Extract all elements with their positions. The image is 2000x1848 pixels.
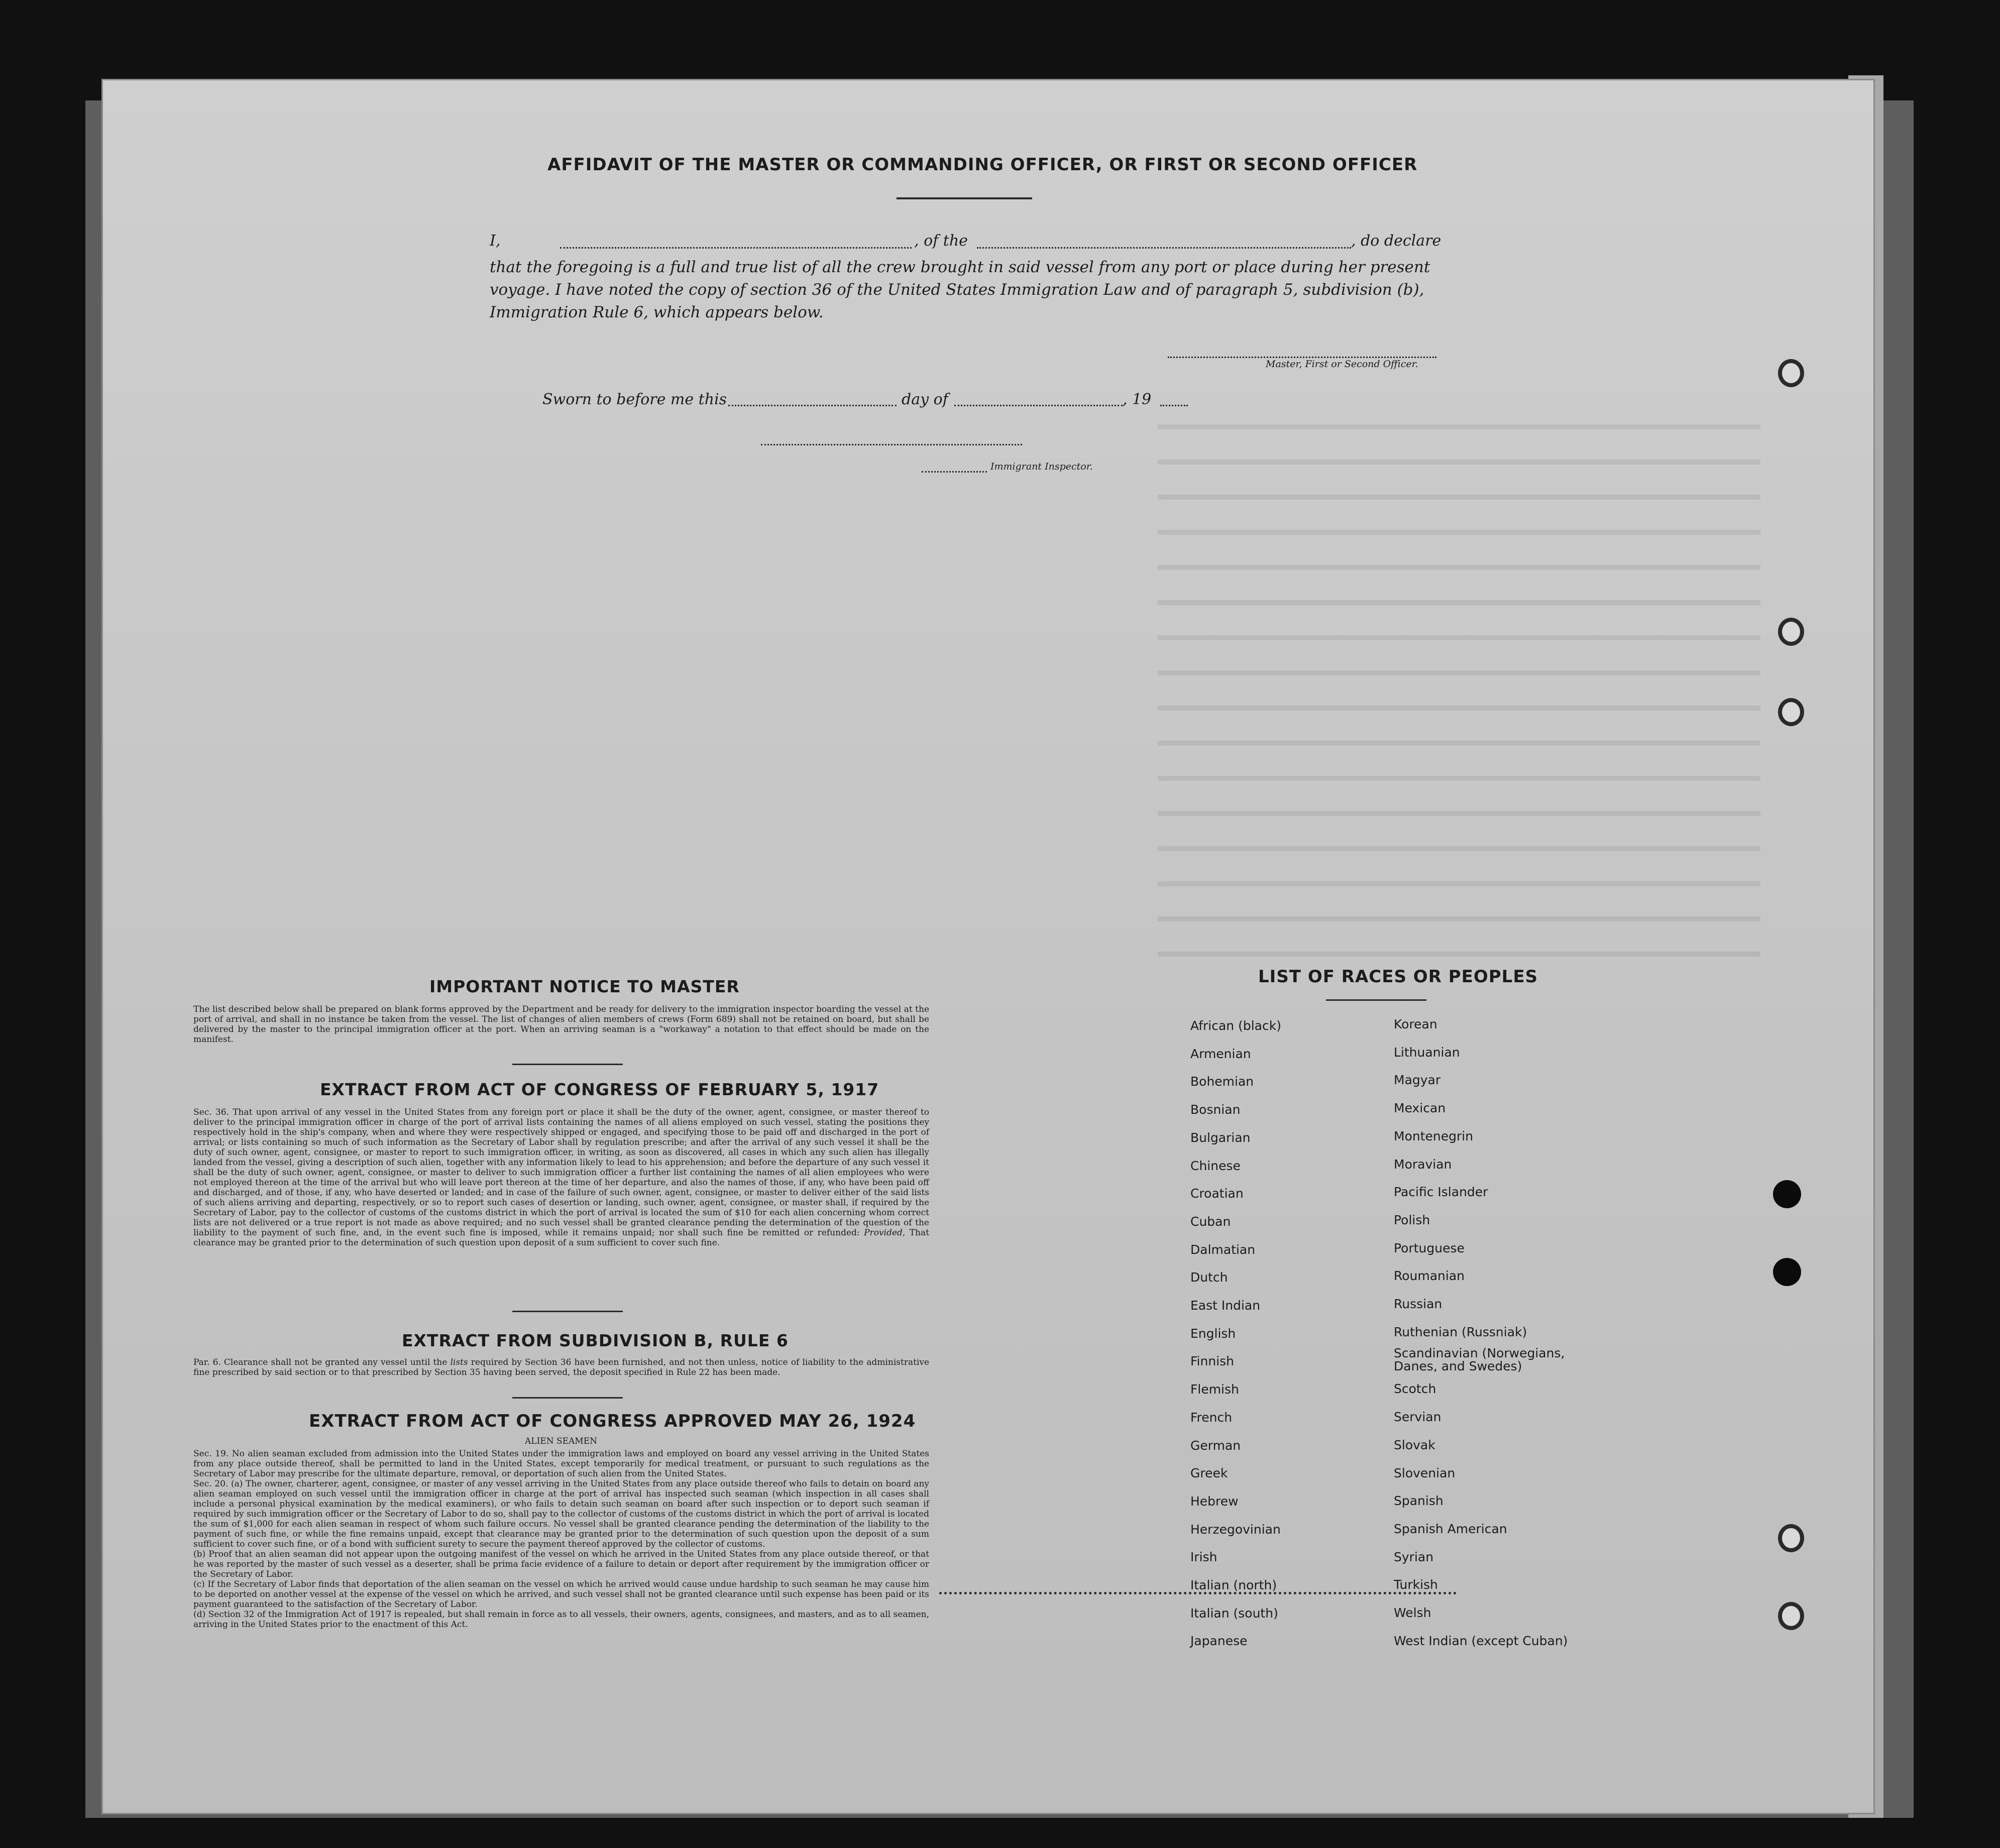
sec-20d-text: (d) Section 32 of the Immigration Act of 1917 is repealed, but shall remain in force as to all vessels, their owners, agents, consignees, and masters, and as to all seamen, arriving in the United States prior to the enactment of this Act. (193, 1609, 929, 1630)
race-item: Portuguese (1394, 1240, 1465, 1255)
extract-rule6-text-main: Par. 6. Clearance shall not be granted any vessel until the (193, 1357, 448, 1367)
race-item: Montenegrin (1394, 1128, 1474, 1143)
extract-1924-body (193, 1449, 929, 1630)
race-item: Scandinavian (Norwegians, Danes, and Swedes) (1394, 1346, 1565, 1374)
race-item: Magyar (1394, 1073, 1441, 1088)
race-item: Lithuanian (1394, 1045, 1460, 1060)
race-item: Hebrew (1190, 1493, 1239, 1509)
race-item: Croatian (1190, 1186, 1244, 1201)
binder-hole-icon (1778, 1524, 1804, 1552)
race-item: Irish (1190, 1550, 1217, 1565)
race-item: Finnish (1190, 1354, 1235, 1369)
day-of-label: day of (902, 391, 948, 408)
race-item: French (1190, 1410, 1233, 1425)
extract-rule6-text-end: required by Section 36 have been furnished, and not then unless, notice of liability to the administrative fine prescribed by said section or to that prescribed by Section 35 having been served, the deposit specified in Rule 22 has been made. (193, 1357, 930, 1377)
sec-20b-text: (b) Proof that an alien seaman did not appear upon the outgoing manifest of the vessel on which he arrived in the United States from any place outside thereof, or that he was reported by the master of such vessel as a deserter, shall be prima facie evidence of a failure to detain or deport after requirement by the immigration officer or the Secretary of Labor. (193, 1549, 929, 1579)
sec-19-text: Sec. 19. No alien seaman excluded from admission into the United States under the immigration laws and employed on board any vessel arriving in the United States from any place outside thereof, shall be permitted to land in the United States, except temporarily for medical treatment, or pursuant to such regulations as the Secretary of Labor may prescribe for the ultimate departure, removal, or deportation of such alien from the United States. (193, 1449, 929, 1479)
race-item: Armenian (1190, 1046, 1251, 1061)
sec-20a-text: Sec. 20. (a) The owner, charterer, agent, consignee, or master of any vessel arriving in the United States from any place outside thereof who fails to detain on board any alien seaman employed on such vessel until the immigration officer in charge at the port of arrival has inspected such seaman (which inspection in all cases shall include a personal physical examination by the medical examiners), or who fails to detain such seaman on board after such inspection or to deport such seaman if required by such immigration officer or the Secretary of Labor to do so, shall pay to the collector of customs of the customs district in which the port of arrival is located the sum of $1,000 for each alien seaman in respect of whom such failure occurs. No vessel shall be granted clearance pending the determination of the liability to the payment of such fine, or while the fine remains unpaid, except that clearance may be granted prior to the determination of such question upon the deposit of a sum sufficient to cover such fine, or of a bond with sufficient surety to secure the payment thereof approved by the collector of customs. (193, 1479, 929, 1549)
affidavit-title: AFFIDAVIT OF THE MASTER OR COMMANDING OFFICER, OR FIRST OR SECOND OFFICER (547, 155, 1418, 175)
races-right-column (1394, 1010, 1575, 1655)
race-item: Servian (1394, 1410, 1441, 1425)
race-item: Greek (1190, 1466, 1228, 1481)
inspector-line-short (922, 471, 987, 473)
race-item: Slovenian (1394, 1465, 1456, 1480)
year-label: , 19 (1123, 391, 1152, 408)
extract-1924-subtitle: ALIEN SEAMEN (525, 1436, 597, 1446)
binder-hole-icon (1778, 1602, 1804, 1630)
race-item: Russian (1394, 1297, 1442, 1312)
extract-1917-text-end: That clearance may be granted prior to the determination of such question upon deposit of a sum sufficient to cover such fine. (193, 1228, 929, 1248)
race-item: Dutch (1190, 1270, 1228, 1285)
extract-rule6-text (193, 1357, 929, 1377)
affidavit-do-declare: , do declare (1351, 232, 1441, 250)
race-item: Turkish (1394, 1577, 1438, 1592)
affidavit-text: that the foregoing is a full and true list of all the crew brought in said vessel from any port or place during her present voyage. I have noted the copy of section 36 of the United States Immigration Law and of paragraph 5, subdivision (b), Immigration Rule 6, which appears below. (490, 258, 1430, 321)
race-item: Slovak (1394, 1437, 1435, 1452)
race-item: English (1190, 1326, 1236, 1341)
notice-title: IMPORTANT NOTICE TO MASTER (429, 977, 740, 996)
notice-rule (512, 1064, 623, 1065)
inspector-signature-line[interactable] (761, 444, 1022, 445)
race-item: Chinese (1190, 1158, 1241, 1173)
sworn-day-field[interactable] (728, 405, 897, 406)
race-item: Italian (south) (1190, 1605, 1278, 1621)
inspector-label: Immigrant Inspector. (990, 461, 1093, 472)
race-item: Polish (1394, 1212, 1430, 1227)
binder-hole-icon (1778, 359, 1804, 387)
affidavit-of-the: , of the (914, 232, 968, 250)
race-item: Pacific Islander (1394, 1185, 1488, 1200)
race-item: Japanese (1190, 1634, 1248, 1649)
extract-rule6-rule (512, 1397, 623, 1399)
punch-dot-icon (1773, 1180, 1801, 1208)
race-item: Syrian (1394, 1549, 1434, 1564)
race-item: West Indian (except Cuban) (1394, 1633, 1568, 1648)
sworn-to-label: Sworn to before me this (542, 391, 727, 408)
race-item: Dalmatian (1190, 1242, 1256, 1257)
race-item: East Indian (1190, 1298, 1261, 1313)
extract-1917-text (193, 1107, 929, 1248)
binder-hole-icon (1778, 618, 1804, 646)
sworn-month-field[interactable] (954, 405, 1123, 406)
master-signature-label: Master, First or Second Officer. (1266, 359, 1418, 370)
bottom-dotted-line (939, 1592, 1457, 1594)
race-item: Ruthenian (Russniak) (1394, 1324, 1527, 1339)
master-name-field[interactable] (560, 247, 912, 249)
race-item: Korean (1394, 1017, 1437, 1031)
binder-hole-icon (1778, 698, 1804, 726)
race-item: Roumanian (1394, 1268, 1465, 1284)
sec-20c-text: (c) If the Secretary of Labor finds that deportation of the alien seaman on the vessel on which he arrived would cause undue hardship to such seaman he may cause him to be deported on another vessel at the expense of the vessel on which he arrived, and such vessel shall not be granted clearance until such expense has been paid or its payment guaranteed to the satisfaction of the Secretary of Labor. (193, 1579, 929, 1609)
race-item: Scotch (1394, 1381, 1436, 1397)
extract-1917-provided: Provided, (864, 1228, 906, 1238)
vessel-name-field[interactable] (977, 247, 1351, 249)
extract-1917-title: EXTRACT FROM ACT OF CONGRESS OF FEBRUARY 5, 1917 (320, 1080, 879, 1099)
races-title: LIST OF RACES OR PEOPLES (1258, 967, 1538, 987)
notice-text: The list described below shall be prepared on blank forms approved by the Department and be ready for delivery to the immigration inspector boarding the vessel at the port of arrival, and shall in no instance be taken from the vessel. The list of changes of alien members of crews (Form 689) shall not be retained on board, but shall be delivered by the master to the principal immigration officer at the port. When an arriving seaman is a "workaway" a notation to that effect should be made on the manifest. (193, 1004, 929, 1045)
race-item: Spanish (1394, 1493, 1443, 1509)
race-item: Moravian (1394, 1157, 1452, 1172)
master-signature-line[interactable] (1168, 357, 1436, 358)
race-item: Mexican (1394, 1101, 1446, 1116)
extract-rule6-lists: lists (450, 1357, 468, 1367)
extract-1917-text-main: Sec. 36. That upon arrival of any vessel in the United States from any foreign port or place it shall be the duty of the owner, agent, consignee, or master thereof to deliver to the principal immigration officer in charge of the port of arrival lists containing the names of all aliens employed on such vessel, stating the positions they respectively hold in the ship's company, when and where they were respectively shipped or engaged, and specifying those to be paid off and discharged in the port of arrival; or lists containing so much of such information as the Secretary of Labor shall by regulation prescribe; and after the arrival of any such vessel it shall be the duty of such owner, agent, consignee, or master to report to such immigration officer, in writing, as soon as discovered, all cases in which any such alien has illegally landed from the vessel, giving a description of such alien, together with any information likely to lead to his apprehension; and before the departure of any such vessel it shall be the duty of such owner, agent, consignee, or master to deliver to such immigration officer a further list containing the names of all alien employees who were not employed thereon at the time of the arrival but who will leave port thereon at the time of her departure, and also the names of those, if any, who have been paid off and discharged, and of those, if any, who have deserted or landed; and in case of the failure of such owner, agent, consignee, or master to deliver either of the said lists of such aliens arriving and departing, respectively, or so to report such cases of desertion or landing, such owner, agent, consignee, or master shall, if required by the Secretary of Labor, pay to the collector of customs of the customs district in which the port of arrival is located the sum of $10 for each alien concerning whom correct lists are not delivered or a true report is not made as above required; and no such vessel shall be granted clearance pending the determination of the question of the liability to the payment of such fine, and, in the event such fine is imposed, while it remains unpaid; nor shall such fine be remitted or refunded: (193, 1107, 929, 1238)
punch-dot-icon (1773, 1258, 1801, 1286)
race-item: Bulgarian (1190, 1130, 1251, 1145)
affidavit-i-label: I, (490, 232, 501, 250)
race-item: Spanish American (1394, 1521, 1507, 1536)
race-item: Bosnian (1190, 1102, 1241, 1117)
race-item: Bohemian (1190, 1074, 1254, 1089)
race-item: Herzegovinian (1190, 1522, 1281, 1537)
races-left-column (1190, 1012, 1281, 1655)
race-item: Welsh (1394, 1605, 1431, 1621)
race-item: African (black) (1190, 1018, 1281, 1033)
title-rule (897, 197, 1032, 199)
extract-rule6-title: EXTRACT FROM SUBDIVISION B, RULE 6 (402, 1331, 789, 1350)
race-item: Flemish (1190, 1382, 1239, 1397)
sworn-year-field[interactable] (1160, 405, 1188, 406)
races-rule (1326, 999, 1426, 1001)
extract-1917-rule (512, 1311, 623, 1312)
race-item: German (1190, 1438, 1241, 1453)
race-item: Italian (north) (1190, 1578, 1277, 1593)
race-item: Cuban (1190, 1214, 1231, 1229)
extract-1924-title: EXTRACT FROM ACT OF CONGRESS APPROVED MAY 26, 1924 (309, 1411, 916, 1431)
